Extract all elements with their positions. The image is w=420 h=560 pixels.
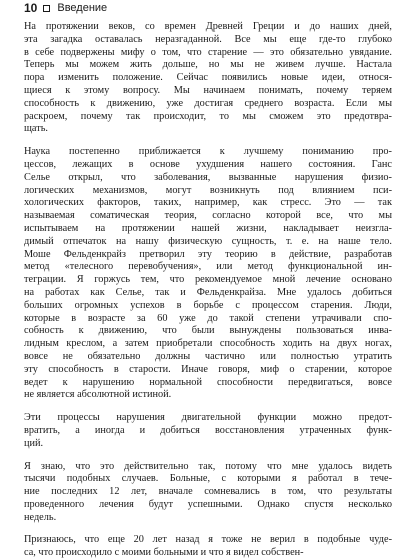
text-line: щать. xyxy=(24,123,49,135)
body-text xyxy=(24,21,392,560)
text-line: пора изменить положение. Сейчас появились новые идеи, относя- xyxy=(24,72,392,84)
text-line: тысячи подобных случаев. Больные, с которыми я работал в тече- xyxy=(24,473,392,485)
text-line: хологических факторов, таких, например, как стресс. Это — так xyxy=(24,197,392,209)
text-line: На протяжении веков, со времен Древней Греции и до наших дней, xyxy=(24,21,392,32)
text-line: вовсе не обязательно должны частично или полностью утратить xyxy=(24,350,392,362)
text-line: собность к движению, что были вынуждены пользоваться инва- xyxy=(24,325,392,337)
text-line: са, что происходило с моими больными и что я видел собствен- xyxy=(24,547,304,559)
text-line: логических механизмов, могут возникнуть под влиянием пси- xyxy=(24,184,392,196)
text-line: метод «телесного перевобучения», или метод функциональной ин- xyxy=(24,261,392,273)
text-line: Селье открыл, что заболевания, вызванные нарушения физио- xyxy=(24,171,392,183)
text-line: эту способность в старости. Иначе говоря, миф о старении, которое xyxy=(24,363,392,375)
paragraph xyxy=(24,146,392,402)
text-line: которые в возрасте за 60 уже до такой степени утрачивали спо- xyxy=(24,312,392,324)
text-line: испытываем на протяжении нашей жизни, накладывает неизгла- xyxy=(24,222,392,234)
text-line: способность к движению, уже достигая среднего возраста. Если мы xyxy=(24,97,392,109)
text-line: Эти процессы нарушения двигательной функции можно предот- xyxy=(24,412,392,424)
paragraph xyxy=(24,461,392,525)
text-line: называемая соматическая теория, согласно которой все, что мы xyxy=(24,210,392,222)
text-line: Признаюсь, что еще 20 лет назад я тоже не верил в подобные чуде- xyxy=(24,534,392,546)
text-line: больших огромных успехов в борьбе с процессом старения. Люди, xyxy=(24,299,392,311)
text-line: ций. xyxy=(24,437,44,449)
paragraph xyxy=(24,21,392,136)
text-line: на работах как Селье, так и Фельденкрайза. Мне удалось добиться xyxy=(24,286,392,298)
text-line: лидным креслом, а затем приобретали способность ходить на двух ногах, xyxy=(24,338,392,350)
text-line: проведенного лечения будут успешными. Однако спустя несколько xyxy=(24,498,392,510)
running-head xyxy=(24,0,107,16)
text-line: вратить, а иногда и добиться восстановления утраченных функ- xyxy=(24,424,392,436)
section-title: Введение xyxy=(57,2,108,14)
text-line: раскроем, почему так происходит, то мы сможем это предотвра- xyxy=(24,110,392,122)
text-line: недель. xyxy=(24,511,57,523)
paragraph xyxy=(24,534,392,560)
text-line: Наука постепенно приближается к лучшему пониманию про- xyxy=(24,146,392,158)
text-line: Я знаю, что это действительно так, потому что мне удалось видеть xyxy=(24,460,392,472)
text-line: теграции. Я горжусь тем, что рекомендуемое мной лечение основано xyxy=(24,274,392,286)
text-line: Теперь мы можем жить дольше, но мы не живем лучше. Настала xyxy=(24,59,392,71)
text-line: ние последних 12 лет, вначале сомневались в том, что результаты xyxy=(24,486,392,498)
text-line: не является абсолютной истиной. xyxy=(24,389,172,401)
paragraph xyxy=(24,412,392,450)
page-number: 10 xyxy=(24,1,38,15)
text-line: цессов, лежащих в основе ухудшения нашего состояния. Ганс xyxy=(24,158,392,170)
header-square-icon xyxy=(43,5,50,12)
text-line: ведет к нарушению нормальной способности передвигаться, вовсе xyxy=(24,376,392,388)
text-line: щиеся к этому вопросу. Мы начинаем понимать, почему теряем xyxy=(24,84,392,96)
text-line: димый отпечаток на нашу физическую сущность, т. е. на наше тело. xyxy=(24,235,392,247)
text-line: в себе подвержены мифу о том, что старение — это обязательно увядание. xyxy=(24,46,392,58)
text-line: Моше Фельденкрайз претворил эту теорию в действие, разработав xyxy=(24,248,392,260)
text-line: эта загадка оставалась неразгаданной. Все мы еще где-то глубоко xyxy=(24,33,392,45)
